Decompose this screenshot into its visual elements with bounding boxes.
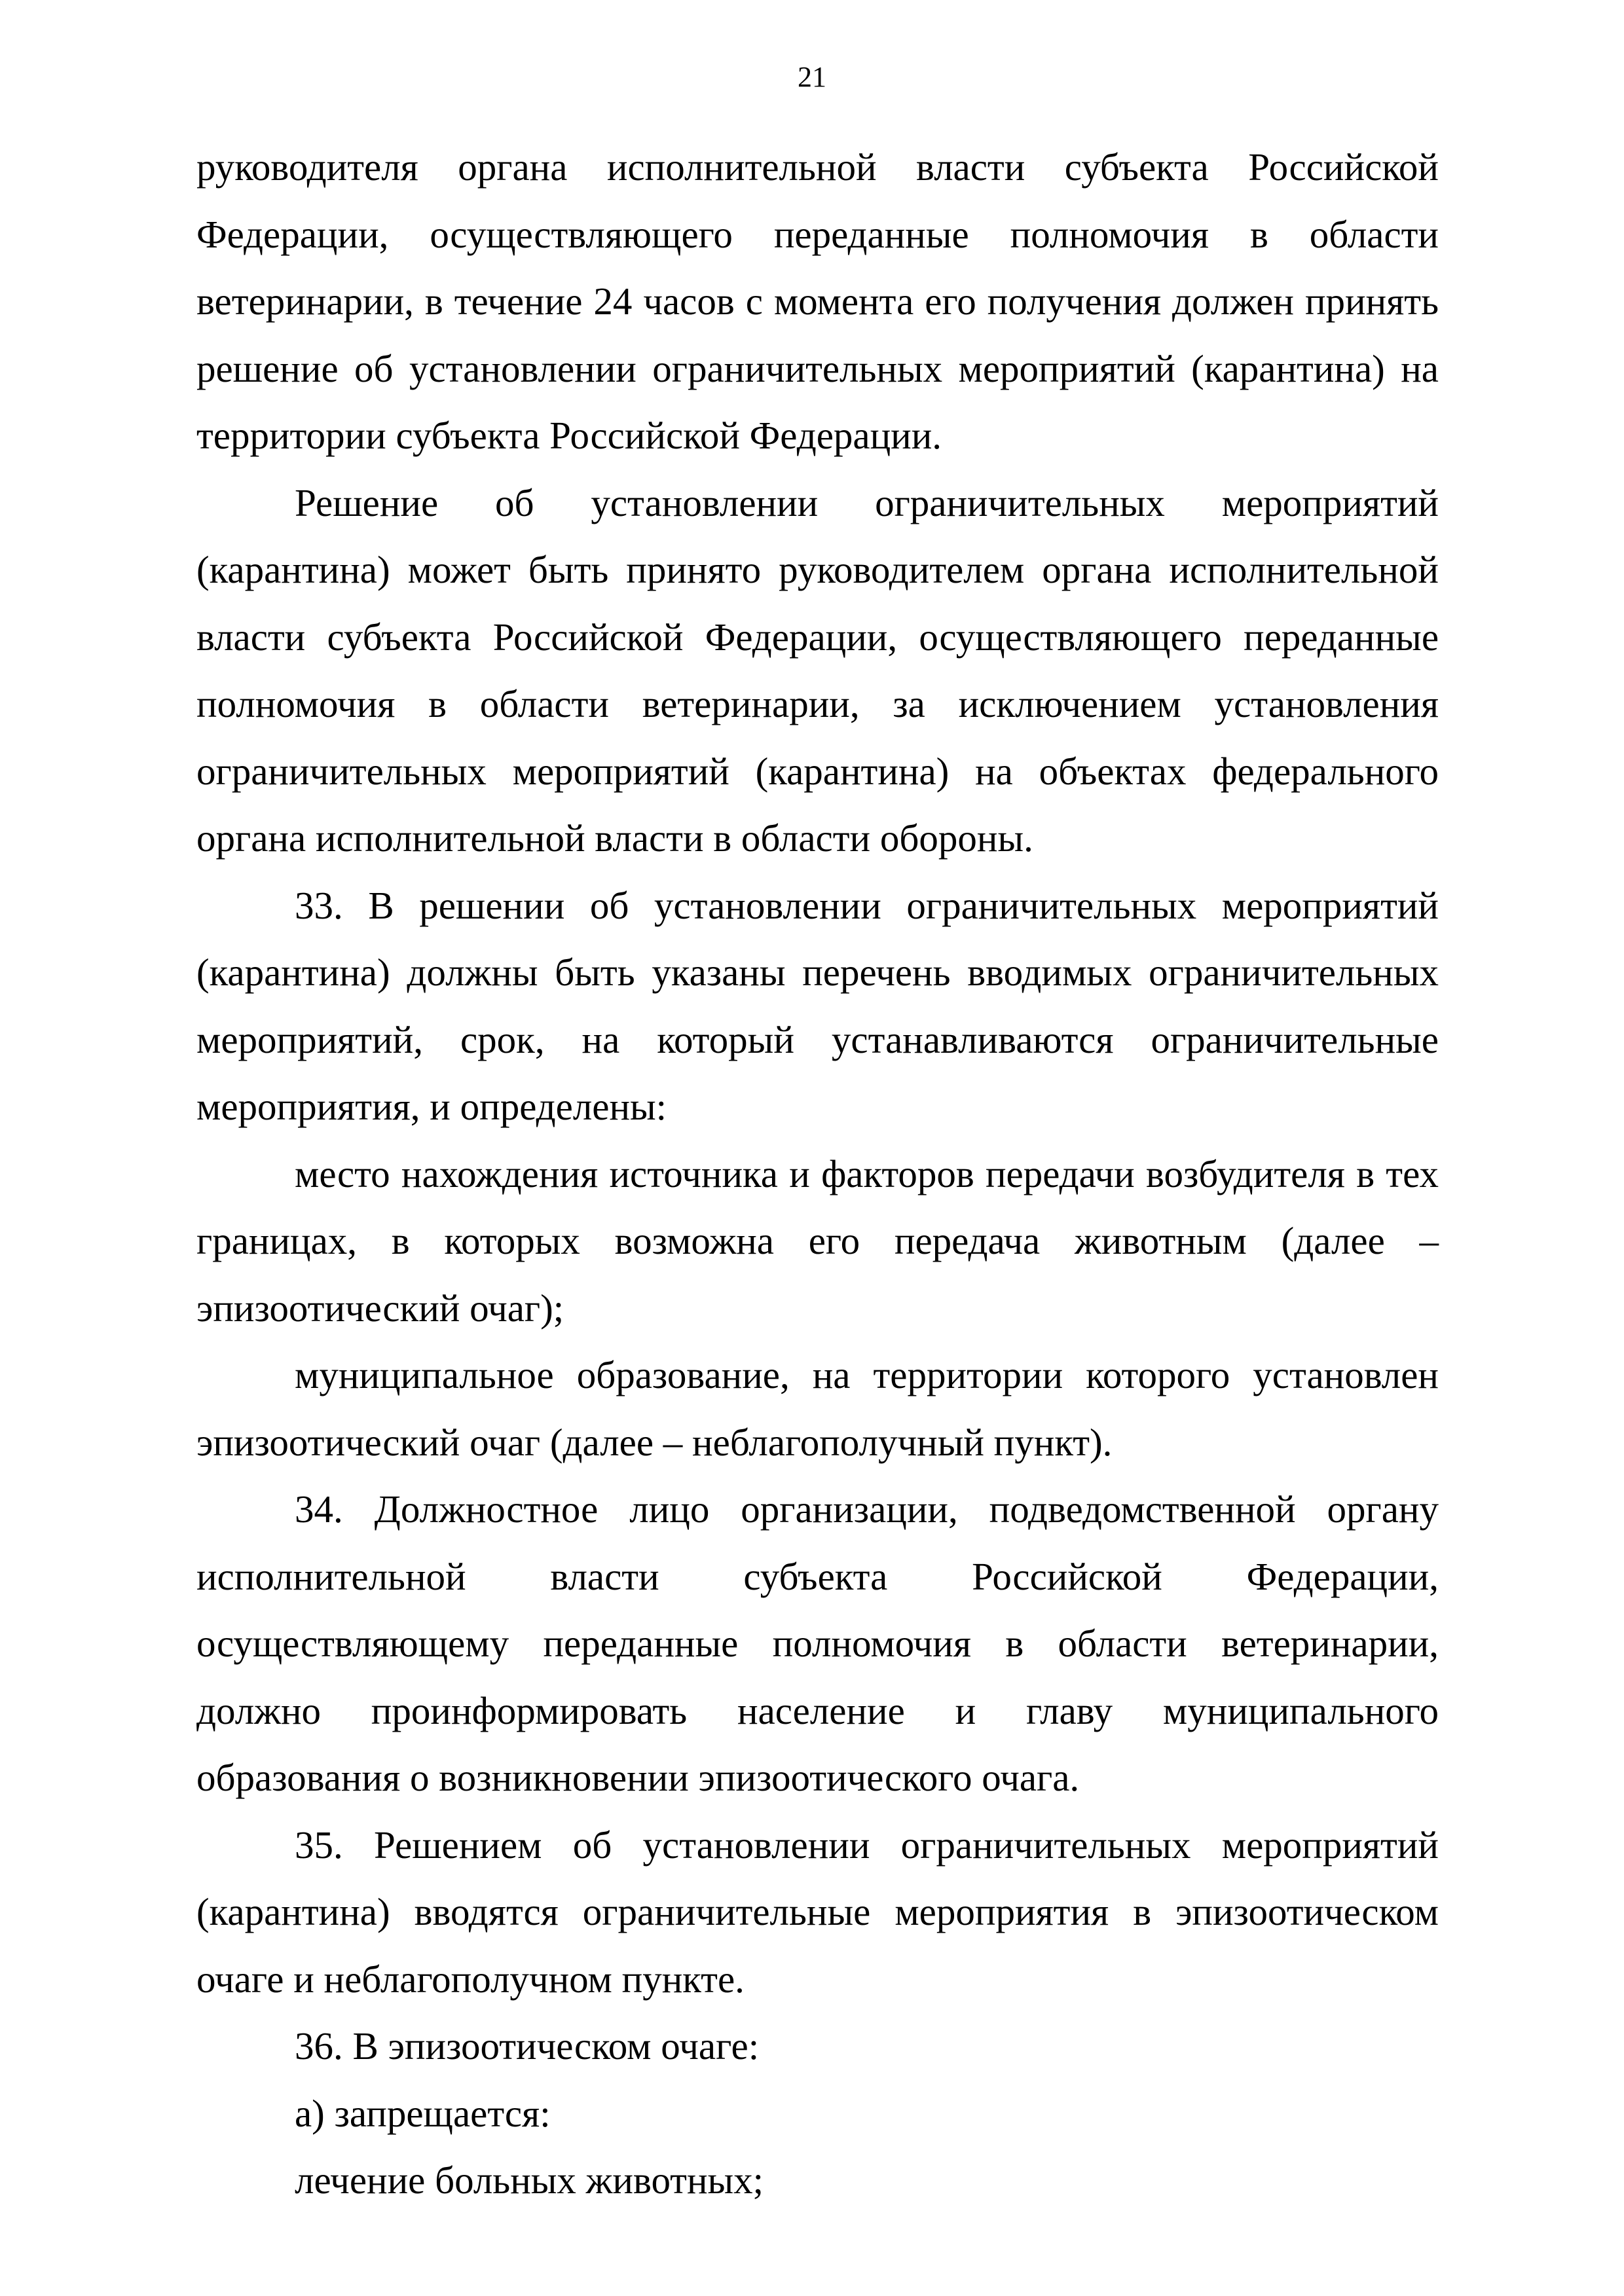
paragraph-epizootic-focus: место нахождения источника и факторов передачи возбудителя в тех границах, в которых возможна его передача животным (далее – эпизоотический очаг); xyxy=(196,1152,1439,1330)
paragraph-treatment-prohibited: лечение больных животных; xyxy=(295,2159,764,2202)
document-body xyxy=(196,134,1439,2214)
paragraph-quarantine-decision: Решение об установлении ограничительных мероприятий (карантина) может быть принято руководителем органа исполнительной власти субъекта Российской Федерации, осуществляющего переданные полномочия в области ветеринарии, за исключением установления ограничительных мероприятий (карантина) на объектах федерального органа исполнительной власти в области обороны. xyxy=(196,481,1439,860)
paragraph-item-34: 34. Должностное лицо организации, подведомственной органу исполнительной власти субъекта Российской Федерации, осуществляющему переданные полномочия в области ветеринарии, должно проинформировать население и главу муниципального образования о возникновении эпизоотического очага. xyxy=(196,1487,1439,1799)
paragraph-item-35: 35. Решением об установлении ограничительных мероприятий (карантина) вводятся ограничительные мероприятия в эпизоотическом очаге и неблагополучном пункте. xyxy=(196,1823,1439,2001)
paragraph-item-36: 36. В эпизоотическом очаге: xyxy=(295,2024,760,2068)
paragraph-item-33: 33. В решении об установлении ограничительных мероприятий (карантина) должны быть указаны перечень вводимых ограничительных мероприятий, срок, на который устанавливаются ограничительные мероприятия, и определены: xyxy=(196,883,1439,1128)
page-number: 21 xyxy=(798,61,826,93)
paragraph-subitem-a: а) запрещается: xyxy=(295,2091,551,2135)
paragraph-intro-continuation: руководителя органа исполнительной власти субъекта Российской Федерации, осуществляющего переданные полномочия в области ветеринарии, в течение 24 часов с момента его получения должен принять решение об установлении ограничительных мероприятий (карантина) на территории субъекта Российской Федерации. xyxy=(196,145,1439,457)
paragraph-unfavorable-point: муниципальное образование, на территории которого установлен эпизоотический очаг (далее – неблагополучный пункт). xyxy=(196,1353,1439,1464)
